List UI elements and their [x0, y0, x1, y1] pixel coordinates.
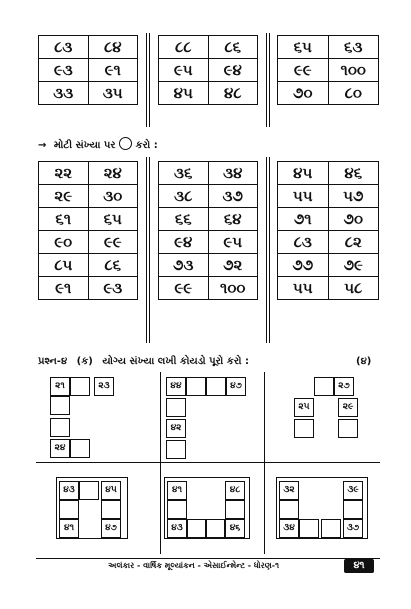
puzzle-blank-cell[interactable]: [321, 519, 341, 538]
puzzle-blank-cell[interactable]: [205, 519, 225, 538]
puzzle-blank-cell[interactable]: [294, 419, 314, 438]
puzzle-cell: ૩૪: [279, 519, 299, 538]
number-cell[interactable]: ૨૪: [88, 162, 138, 185]
puzzle-cell: ૪૪: [166, 377, 186, 396]
number-cell[interactable]: ૪૫: [159, 82, 209, 105]
number-cell[interactable]: ૮૩: [39, 36, 89, 59]
number-cell[interactable]: ૯૪: [159, 231, 209, 254]
table-row: [278, 162, 379, 185]
puzzle-blank-cell[interactable]: [225, 500, 245, 519]
number-cell[interactable]: ૭૧: [278, 208, 329, 231]
table-row: [39, 162, 138, 185]
puzzle-cell: ૨૧: [50, 377, 70, 396]
table-row: [159, 162, 258, 185]
number-cell[interactable]: ૬૬: [159, 208, 209, 231]
number-cell[interactable]: ૪૬: [328, 162, 379, 185]
table-row: [159, 231, 258, 254]
bottom-table-1: [38, 161, 138, 300]
number-cell[interactable]: ૭૦: [328, 208, 379, 231]
footer-rule: [36, 558, 380, 559]
column-separator: [266, 33, 270, 127]
number-cell[interactable]: ૯૩: [39, 59, 89, 82]
number-cell[interactable]: ૯૩: [88, 277, 138, 300]
puzzle-cell: ૪૬: [225, 519, 245, 538]
table-row: [278, 254, 379, 277]
number-cell[interactable]: ૩૪: [208, 162, 258, 185]
puzzle-cell: ૪૧: [167, 481, 187, 500]
puzzle-cell: ૩૨: [279, 481, 299, 500]
number-cell[interactable]: ૧૦૦: [208, 277, 258, 300]
number-cell[interactable]: ૫૫: [278, 185, 329, 208]
number-cell[interactable]: ૧૦૦: [328, 59, 379, 82]
question-text: યોગ્ય સંખ્યા લખી કોયડો પૂરો કરો :: [102, 356, 249, 367]
puzzle-blank-cell[interactable]: [343, 500, 363, 519]
puzzle-blank-cell[interactable]: [166, 440, 186, 459]
puzzle-blank-cell[interactable]: [50, 418, 70, 437]
puzzle-cell: ૪૫: [101, 481, 121, 500]
table-row: [278, 208, 379, 231]
instruction-text: મોટી સંખ્યા પર: [53, 140, 116, 151]
puzzle-blank-cell[interactable]: [187, 519, 207, 538]
puzzle-blank-cell[interactable]: [70, 439, 90, 458]
puzzle-cell: ૩૭: [343, 519, 363, 538]
table-row: [39, 208, 138, 231]
number-cell[interactable]: ૫૮: [328, 277, 379, 300]
number-cell[interactable]: ૭૨: [208, 254, 258, 277]
table-row: [39, 231, 138, 254]
puzzle-cell: ૪૭: [226, 377, 246, 396]
instruction-text-end: કરો :: [135, 140, 158, 151]
number-cell[interactable]: ૯૧: [88, 59, 138, 82]
table-row: [278, 59, 379, 82]
question-heading: [38, 356, 249, 367]
puzzle-cell: ૪૩: [59, 481, 79, 500]
table-row: [39, 59, 138, 82]
puzzle-cell: ૨૪: [50, 439, 70, 458]
puzzle-blank-cell[interactable]: [279, 500, 299, 519]
table-row: [278, 231, 379, 254]
table-row: [159, 36, 258, 59]
number-cell[interactable]: ૩૩: [39, 82, 89, 105]
top-table-3: [277, 35, 379, 105]
puzzle-cell: ૨૩: [94, 377, 114, 396]
top-table-2: [158, 35, 258, 105]
table-row: [39, 82, 138, 105]
top-table-1: [38, 35, 138, 105]
table-row: [278, 185, 379, 208]
column-separator: [146, 157, 150, 343]
puzzle-cell: ૨૭: [334, 377, 354, 396]
number-cell[interactable]: ૮૦: [328, 82, 379, 105]
puzzle-blank-cell[interactable]: [50, 396, 70, 415]
number-cell[interactable]: ૫૭: [328, 185, 379, 208]
table-row: [39, 277, 138, 300]
section-divider: [36, 462, 380, 463]
puzzle-cell: ૩૯: [343, 481, 363, 500]
number-cell[interactable]: ૩૮: [159, 185, 209, 208]
number-cell[interactable]: ૮૩: [278, 231, 329, 254]
number-cell[interactable]: ૭૩: [159, 254, 209, 277]
puzzle-blank-cell[interactable]: [314, 377, 334, 396]
column-separator: [146, 33, 150, 127]
table-row: [39, 36, 138, 59]
puzzle-blank-cell[interactable]: [166, 398, 186, 417]
number-cell[interactable]: ૩૬: [159, 162, 209, 185]
puzzle-blank-cell[interactable]: [186, 377, 206, 396]
question-sub: (ક): [76, 356, 93, 367]
number-cell[interactable]: ૮૮: [159, 36, 209, 59]
table-row: [159, 208, 258, 231]
table-row: [278, 277, 379, 300]
table-row: [159, 185, 258, 208]
number-cell[interactable]: ૬૫: [278, 36, 329, 59]
puzzle-cell: ૪૮: [225, 481, 245, 500]
puzzle-blank-cell[interactable]: [338, 419, 358, 438]
number-cell[interactable]: ૪૫: [278, 162, 329, 185]
arrow-icon: →: [38, 140, 47, 151]
number-cell[interactable]: ૨૯: [39, 185, 89, 208]
puzzle-blank-cell[interactable]: [70, 377, 90, 396]
bottom-table-2: [158, 161, 258, 300]
puzzle-blank-cell[interactable]: [299, 519, 319, 538]
table-row: [159, 277, 258, 300]
circle-icon: [119, 137, 132, 150]
number-cell[interactable]: ૬૫: [88, 208, 138, 231]
puzzle-4: [56, 477, 128, 539]
number-cell[interactable]: ૮૨: [328, 231, 379, 254]
footer-text: અલંકાર - વાર્ષિક મૂલ્યાંકન - એસાઈન્મેન્ટ - ધોરણ-૧: [108, 561, 280, 570]
table-row: [39, 254, 138, 277]
number-cell[interactable]: ૮૬: [208, 36, 258, 59]
puzzle-cell: ૨૫: [294, 398, 314, 417]
puzzle-cell: ૨૯: [338, 398, 358, 417]
puzzle-cell: ૪૭: [101, 519, 121, 538]
puzzle-blank-cell[interactable]: [79, 481, 99, 500]
puzzle-cell: ૪૧: [59, 519, 79, 538]
question-label: પ્રશ્ન-૪: [38, 356, 68, 367]
number-cell[interactable]: ૭૦: [278, 82, 329, 105]
section-divider: [264, 372, 265, 554]
puzzle-blank-cell[interactable]: [59, 500, 79, 519]
question-marks: (૪): [356, 356, 372, 367]
number-cell[interactable]: ૮૪: [88, 36, 138, 59]
puzzle-6: [276, 477, 368, 539]
number-cell[interactable]: ૭૯: [328, 254, 379, 277]
table-row: [159, 254, 258, 277]
number-cell[interactable]: ૪૮: [208, 82, 258, 105]
number-cell[interactable]: ૯૫: [208, 231, 258, 254]
number-cell[interactable]: ૭૭: [278, 254, 329, 277]
puzzle-cell: ૪૨: [166, 419, 186, 438]
table-row: [278, 36, 379, 59]
number-cell[interactable]: ૯૦: [39, 231, 89, 254]
number-cell[interactable]: ૯૯: [159, 277, 209, 300]
column-separator: [266, 157, 270, 343]
number-cell[interactable]: ૯૫: [159, 59, 209, 82]
puzzle-blank-cell[interactable]: [167, 500, 187, 519]
number-cell[interactable]: ૨૨: [39, 162, 89, 185]
puzzle-blank-cell[interactable]: [101, 500, 121, 519]
table-row: [278, 82, 379, 105]
table-row: [159, 82, 258, 105]
table-row: [159, 59, 258, 82]
number-cell[interactable]: ૯૯: [278, 59, 329, 82]
number-cell[interactable]: ૮૫: [39, 254, 89, 277]
number-cell[interactable]: ૯૪: [208, 59, 258, 82]
puzzle-blank-cell[interactable]: [206, 377, 226, 396]
table-row: [39, 185, 138, 208]
puzzle-5: [164, 477, 250, 539]
section-divider: [160, 372, 161, 554]
number-cell[interactable]: ૬૩: [328, 36, 379, 59]
number-cell[interactable]: ૬૪: [208, 208, 258, 231]
number-cell[interactable]: ૬૧: [39, 208, 89, 231]
number-cell[interactable]: ૮૬: [88, 254, 138, 277]
number-cell[interactable]: ૩૫: [88, 82, 138, 105]
number-cell[interactable]: ૩૦: [88, 185, 138, 208]
number-cell[interactable]: ૩૭: [208, 185, 258, 208]
number-cell[interactable]: ૯૧: [39, 277, 89, 300]
bottom-table-3: [277, 161, 379, 300]
number-cell[interactable]: ૯૯: [88, 231, 138, 254]
puzzle-cell: ૪૩: [167, 519, 187, 538]
number-cell[interactable]: ૫૫: [278, 277, 329, 300]
page-number: ૪૧: [344, 559, 374, 573]
circle-instruction: [38, 137, 158, 151]
